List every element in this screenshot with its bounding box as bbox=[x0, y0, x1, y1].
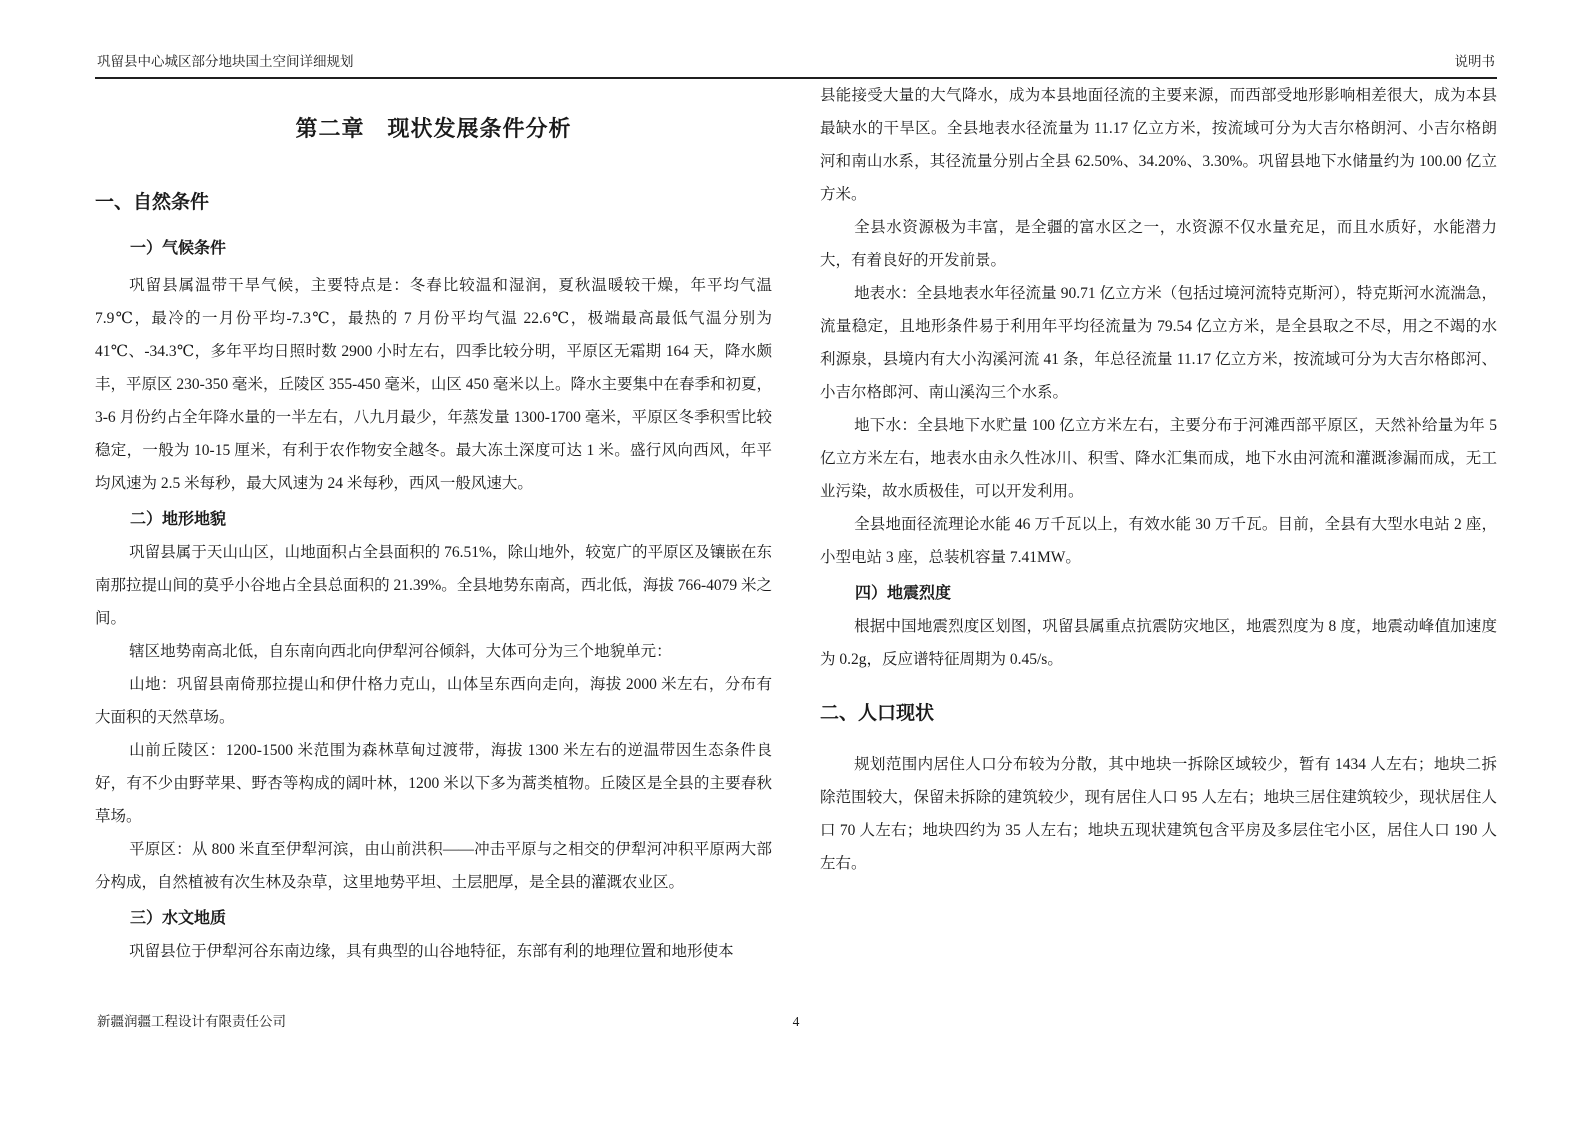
page-header bbox=[95, 0, 1497, 79]
footer-page-number: 4 bbox=[792, 1014, 800, 1029]
paragraph-seismic: 根据中国地震烈度区划图，巩留县属重点抗震防灾地区，地震烈度为 8 度，地震动峰值加速度为 0.2g，反应谱特征周期为 0.45/s。 bbox=[820, 618, 1497, 668]
footer-company-name: 新疆润疆工程设计有限责任公司 bbox=[97, 1014, 286, 1029]
chapter-title: 第二章 现状发展条件分析 bbox=[295, 117, 572, 142]
subsection-heading-seismic: 四）地震烈度 bbox=[855, 583, 952, 602]
right-column bbox=[820, 79, 1497, 968]
paragraph-hydrology-continued: 县能接受大量的大气降水，成为本县地面径流的主要来源，而西部受地形影响相差很大，成为本县最缺水的干旱区。全县地表水径流量为 11.17 亿立方米，按流域可分为大吉尔格朗河、小吉尔格朗河和南山水系，其径流量分别占全县 62.50%、34.20%、3.30%。巩留县地下水储量约为 100.00 亿立方米。 bbox=[820, 87, 1497, 203]
section-heading-natural-conditions: 一、自然条件 bbox=[95, 191, 210, 213]
subsection-heading-hydrology: 三）水文地质 bbox=[130, 908, 227, 927]
section-heading-population: 二、人口现状 bbox=[820, 702, 935, 724]
paragraph-water-resources: 全县水资源极为丰富，是全疆的富水区之一，水资源不仅水量充足，而且水质好，水能潜力大，有着良好的开发前景。 bbox=[820, 219, 1497, 269]
paragraph-hydrology-intro: 巩留县位于伊犁河谷东南边缘，具有典型的山谷地特征，东部有利的地理位置和地形使本 bbox=[129, 943, 734, 960]
paragraph-ground-water: 地下水：全县地下水贮量 100 亿立方米左右，主要分布于河滩西部平原区，天然补给量为年 5 亿立方米左右，地表水由永久性冰川、积雪、降水汇集而成，地下水由河流和灌溉渗漏而成，无工业污染，故水质极佳，可以开发利用。 bbox=[820, 417, 1497, 500]
paragraph-terrain-units: 辖区地势南高北低，自东南向西北向伊犁河谷倾斜，大体可分为三个地貌单元： bbox=[129, 643, 672, 660]
left-column bbox=[95, 79, 772, 968]
paragraph-terrain-overview: 巩留县属于天山山区，山地面积占全县面积的 76.51%，除山地外，较宽广的平原区及镶嵌在东南那拉提山间的莫乎小谷地占全县总面积的 21.39%。全县地势东南高，西北低，海拔 766-4079 米之间。 bbox=[95, 544, 772, 627]
paragraph-terrain-mountain: 山地：巩留县南倚那拉提山和伊什格力克山，山体呈东西向走向，海拔 2000 米左右，分布有大面积的天然草场。 bbox=[95, 676, 772, 726]
document-body bbox=[95, 79, 1497, 968]
paragraph-terrain-hills: 山前丘陵区：1200-1500 米范围为森林草甸过渡带，海拔 1300 米左右的逆温带因生态条件良好，有不少由野苹果、野杏等构成的阔叶林，1200 米以下多为蒿类植物。丘陵区是全县的主要春秋草场。 bbox=[95, 742, 772, 825]
paragraph-terrain-plain: 平原区：从 800 米直至伊犁河滨，由山前洪积——冲击平原与之相交的伊犁河冲积平原两大部分构成，自然植被有次生林及杂草，这里地势平坦、土层肥厚，是全县的灌溉农业区。 bbox=[95, 841, 772, 891]
paragraph-population: 规划范围内居住人口分布较为分散，其中地块一拆除区域较少，暂有 1434 人左右；地块二拆除范围较大，保留未拆除的建筑较少，现有居住人口 95 人左右；地块三居住建筑较少，现状居住人口 70 人左右；地块四约为 35 人左右；地块五现状建筑包含平房及多层住宅小区，居住人口 190 人左右。 bbox=[820, 756, 1497, 872]
header-doc-type: 说明书 bbox=[1454, 54, 1495, 69]
header-doc-title: 巩留县中心城区部分地块国土空间详细规划 bbox=[97, 54, 354, 69]
subsection-heading-terrain: 二）地形地貌 bbox=[130, 509, 227, 528]
paragraph-climate: 巩留县属温带干旱气候，主要特点是：冬春比较温和湿润，夏秋温暖较干燥，年平均气温 7.9℃，最冷的一月份平均-7.3℃，最热的 7 月份平均气温 22.6℃，极端最高最低气温分别为 41℃、-34.3℃，多年平均日照时数 2900 小时左右，四季比较分明，平原区无霜期 164 天，降水颇丰，平原区 230-350 毫米，丘陵区 355-450 毫米，山区 450 毫米以上。降水主要集中在春季和初夏，3-6 月份约占全年降水量的一半左右，八九月最少，年蒸发量 1300-1700 毫米，平原区冬季积雪比较稳定，一般为 10-15 厘米，有利于农作物安全越冬。最大冻土深度可达 1 米。盛行风向西风，年平均风速为 2.5 米每秒，最大风速为 24 米每秒，西风一般风速大。 bbox=[95, 277, 772, 492]
subsection-heading-climate: 一）气候条件 bbox=[130, 238, 227, 257]
paragraph-hydro-power: 全县地面径流理论水能 46 万千瓦以上，有效水能 30 万千瓦。目前，全县有大型水电站 2 座，小型电站 3 座，总装机容量 7.41MW。 bbox=[820, 516, 1497, 566]
paragraph-surface-water: 地表水：全县地表水年径流量 90.71 亿立方米（包括过境河流特克斯河），特克斯河水流湍急，流量稳定，且地形条件易于利用年平均径流量为 79.54 亿立方米，是全县取之不尽，用之不竭的水利源泉，县境内有大小沟溪河流 41 条，年总径流量 11.17 亿立方米，按流域可分为大吉尔格郎河、小吉尔格郎河、南山溪沟三个水系。 bbox=[820, 285, 1497, 401]
